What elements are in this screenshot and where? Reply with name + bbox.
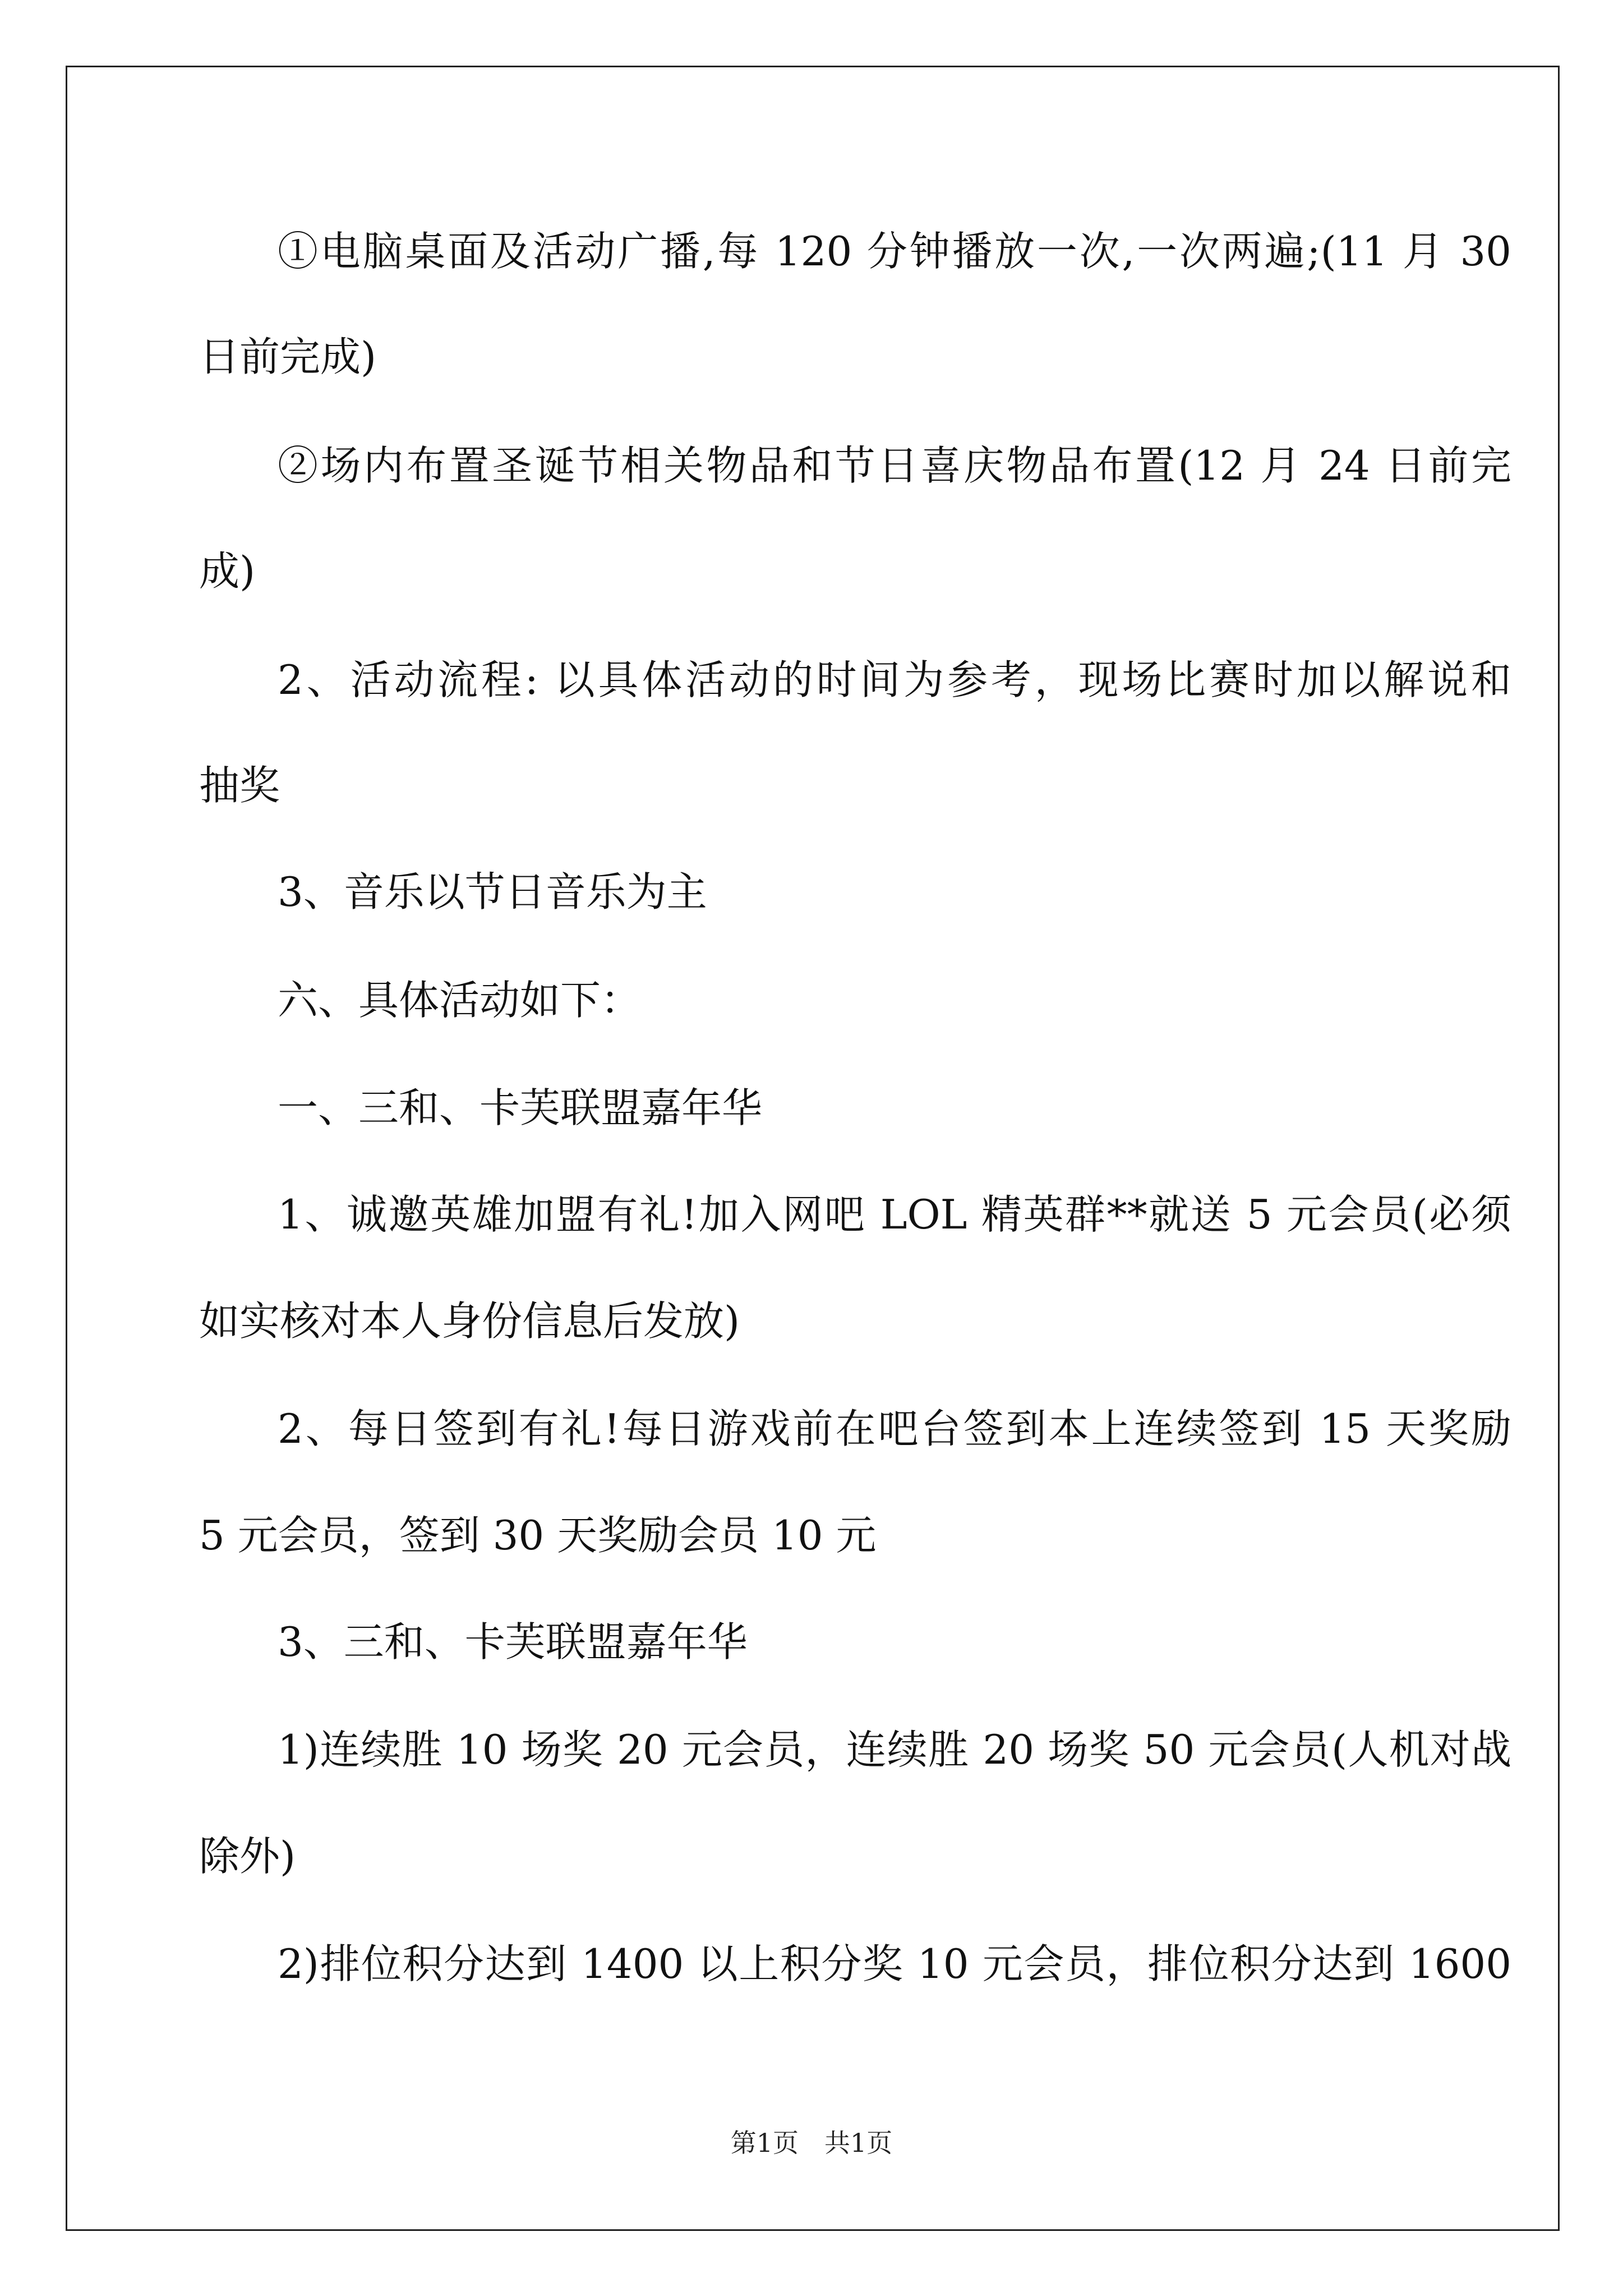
text-line: 成) <box>199 547 256 595</box>
page-border <box>66 66 1560 2231</box>
text-line: 1)连续胜 10 场奖 20 元会员，连续胜 20 场奖 50 元会员(人机对战 <box>278 1726 1511 1773</box>
text-line: 六、具体活动如下： <box>278 977 642 1024</box>
text-line: 2)排位积分达到 1400 以上积分奖 10 元会员，排位积分达到 1600 <box>278 1940 1511 1987</box>
text-line: 2、每日签到有礼!每日游戏前在吧台签到本上连续签到 15 天奖励 <box>278 1405 1511 1452</box>
text-line: ②场内布置圣诞节相关物品和节日喜庆物品布置(12 月 24 日前完 <box>278 442 1511 489</box>
text-line: 除外) <box>199 1833 296 1880</box>
text-line: 抽奖 <box>199 762 280 809</box>
text-line: 1、诚邀英雄加盟有礼!加入网吧 LOL 精英群**就送 5 元会员(必须 <box>278 1191 1511 1238</box>
text-line: 日前完成) <box>199 333 377 380</box>
text-line: 一、三和、卡芙联盟嘉年华 <box>278 1084 763 1131</box>
text-line: 3、音乐以节日音乐为主 <box>278 868 707 915</box>
text-line: ①电脑桌面及活动广播,每 120 分钟播放一次,一次两遍;(11 月 30 <box>278 228 1511 275</box>
page-footer: 第1页 共1页 <box>730 2128 893 2158</box>
text-line: 如实核对本人身份信息后发放) <box>199 1297 740 1345</box>
text-line: 3、三和、卡芙联盟嘉年华 <box>278 1618 748 1665</box>
text-line: 2、活动流程: 以具体活动的时间为参考，现场比赛时加以解说和 <box>278 656 1511 703</box>
text-line: 5 元会员，签到 30 天奖励会员 10 元 <box>199 1512 877 1559</box>
